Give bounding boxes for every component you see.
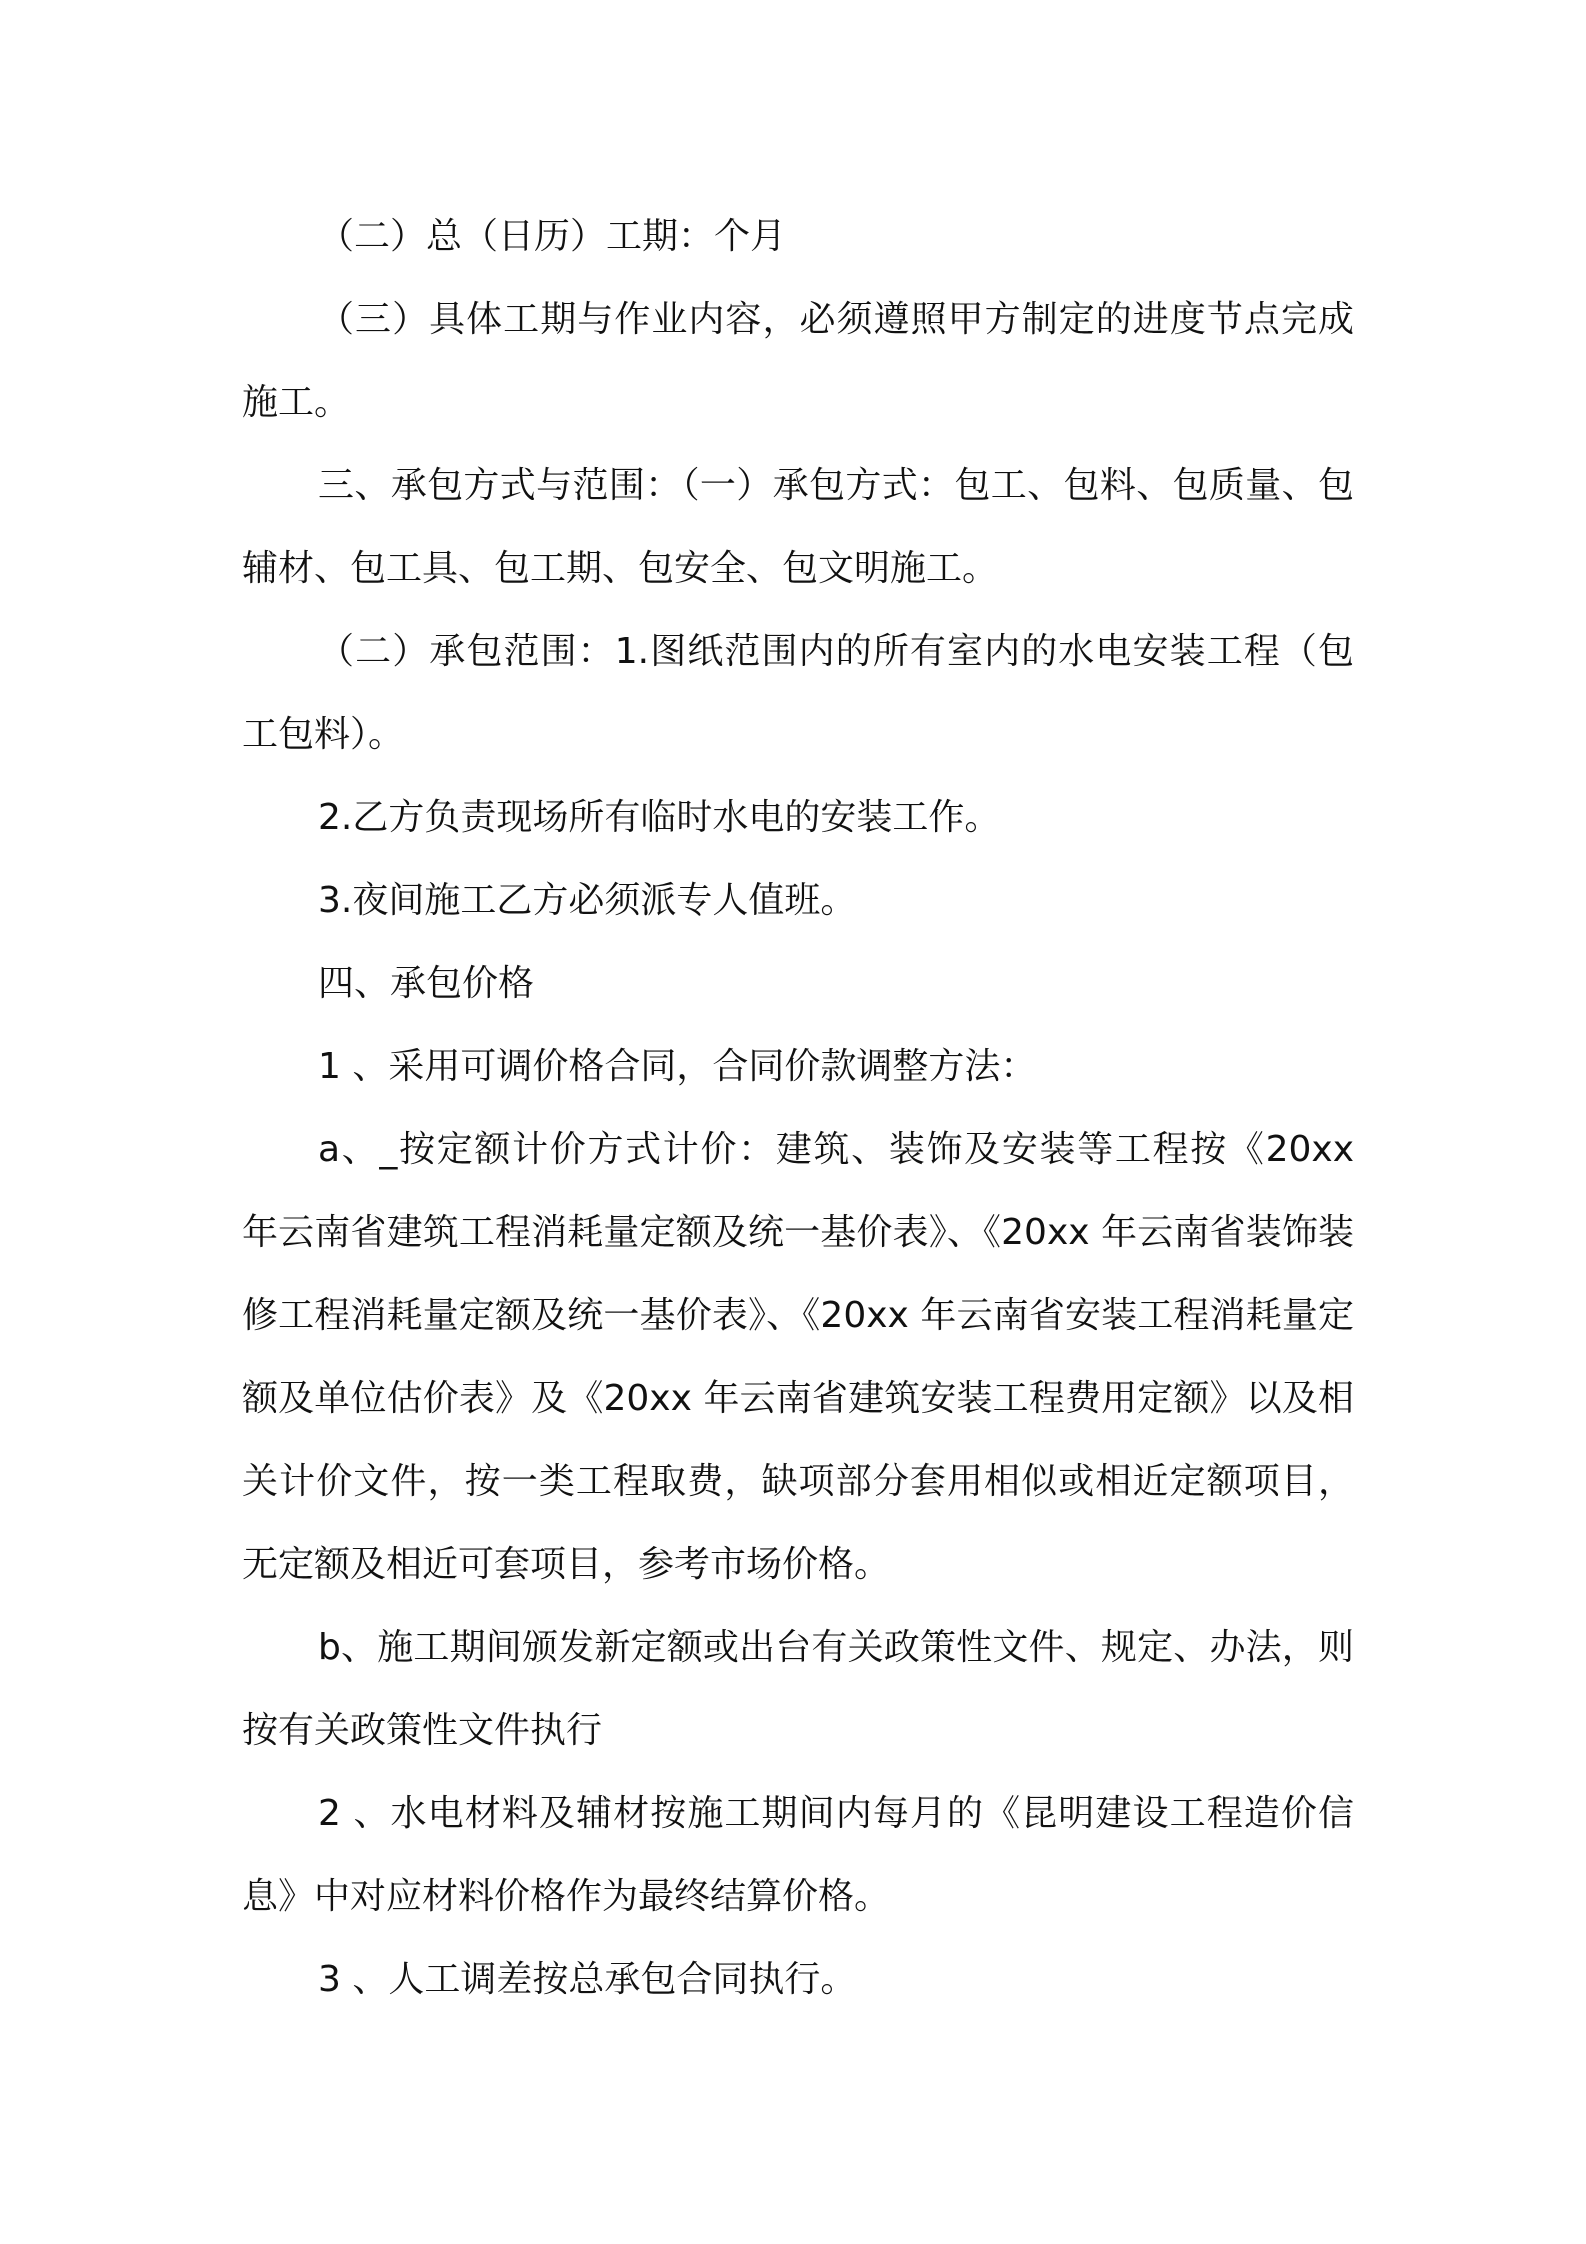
section-heading-contract-price: 四、承包价格 (318, 963, 535, 1004)
paragraph-material-prices: 2 、水电材料及辅材按施工期间内每月的《昆明建设工程造价信息》中对应材料价格作为最终结算价格。 (242, 1793, 1354, 1917)
paragraph-contract-scope: （二）承包范围：1.图纸范围内的所有室内的水电安装工程（包工包料）。 (242, 631, 1354, 755)
paragraph-night-duty: 3.夜间施工乙方必须派专人值班。 (318, 880, 857, 921)
paragraph-labor-adjustment: 3 、人工调差按总承包合同执行。 (318, 1959, 857, 2000)
paragraph-contract-method: 三、承包方式与范围：（一）承包方式：包工、包料、包质量、包辅材、包工具、包工期、包安全、包文明施工。 (242, 465, 1354, 589)
paragraph-temporary-utilities: 2.乙方负责现场所有临时水电的安装工作。 (318, 797, 1001, 838)
paragraph-quota-pricing: a、_按定额计价方式计价：建筑、装饰及安装等工程按《20xx 年云南省建筑工程消耗量定额及统一基价表》、《20xx 年云南省装饰装修工程消耗量定额及统一基价表》、《20xx 年云南省安装工程消耗量定额及单位估价表》及《20xx 年云南省建筑安装工程费用定额》以及相关计价文件，按一类工程取费，缺项部分套用相似或相近定额项目，无定额及相近可套项目，参考市场价格。 (242, 1129, 1354, 1585)
paragraph-total-duration: （二）总（日历）工期：个月 (318, 216, 787, 257)
paragraph-policy-changes: b、施工期间颁发新定额或出台有关政策性文件、规定、办法，则按有关政策性文件执行 (242, 1627, 1354, 1751)
paragraph-schedule: （三）具体工期与作业内容，必须遵照甲方制定的进度节点完成施工。 (242, 299, 1354, 423)
document-body (242, 195, 1354, 2021)
paragraph-adjustable-price: 1 、采用可调价格合同，合同价款调整方法： (318, 1046, 1037, 1087)
